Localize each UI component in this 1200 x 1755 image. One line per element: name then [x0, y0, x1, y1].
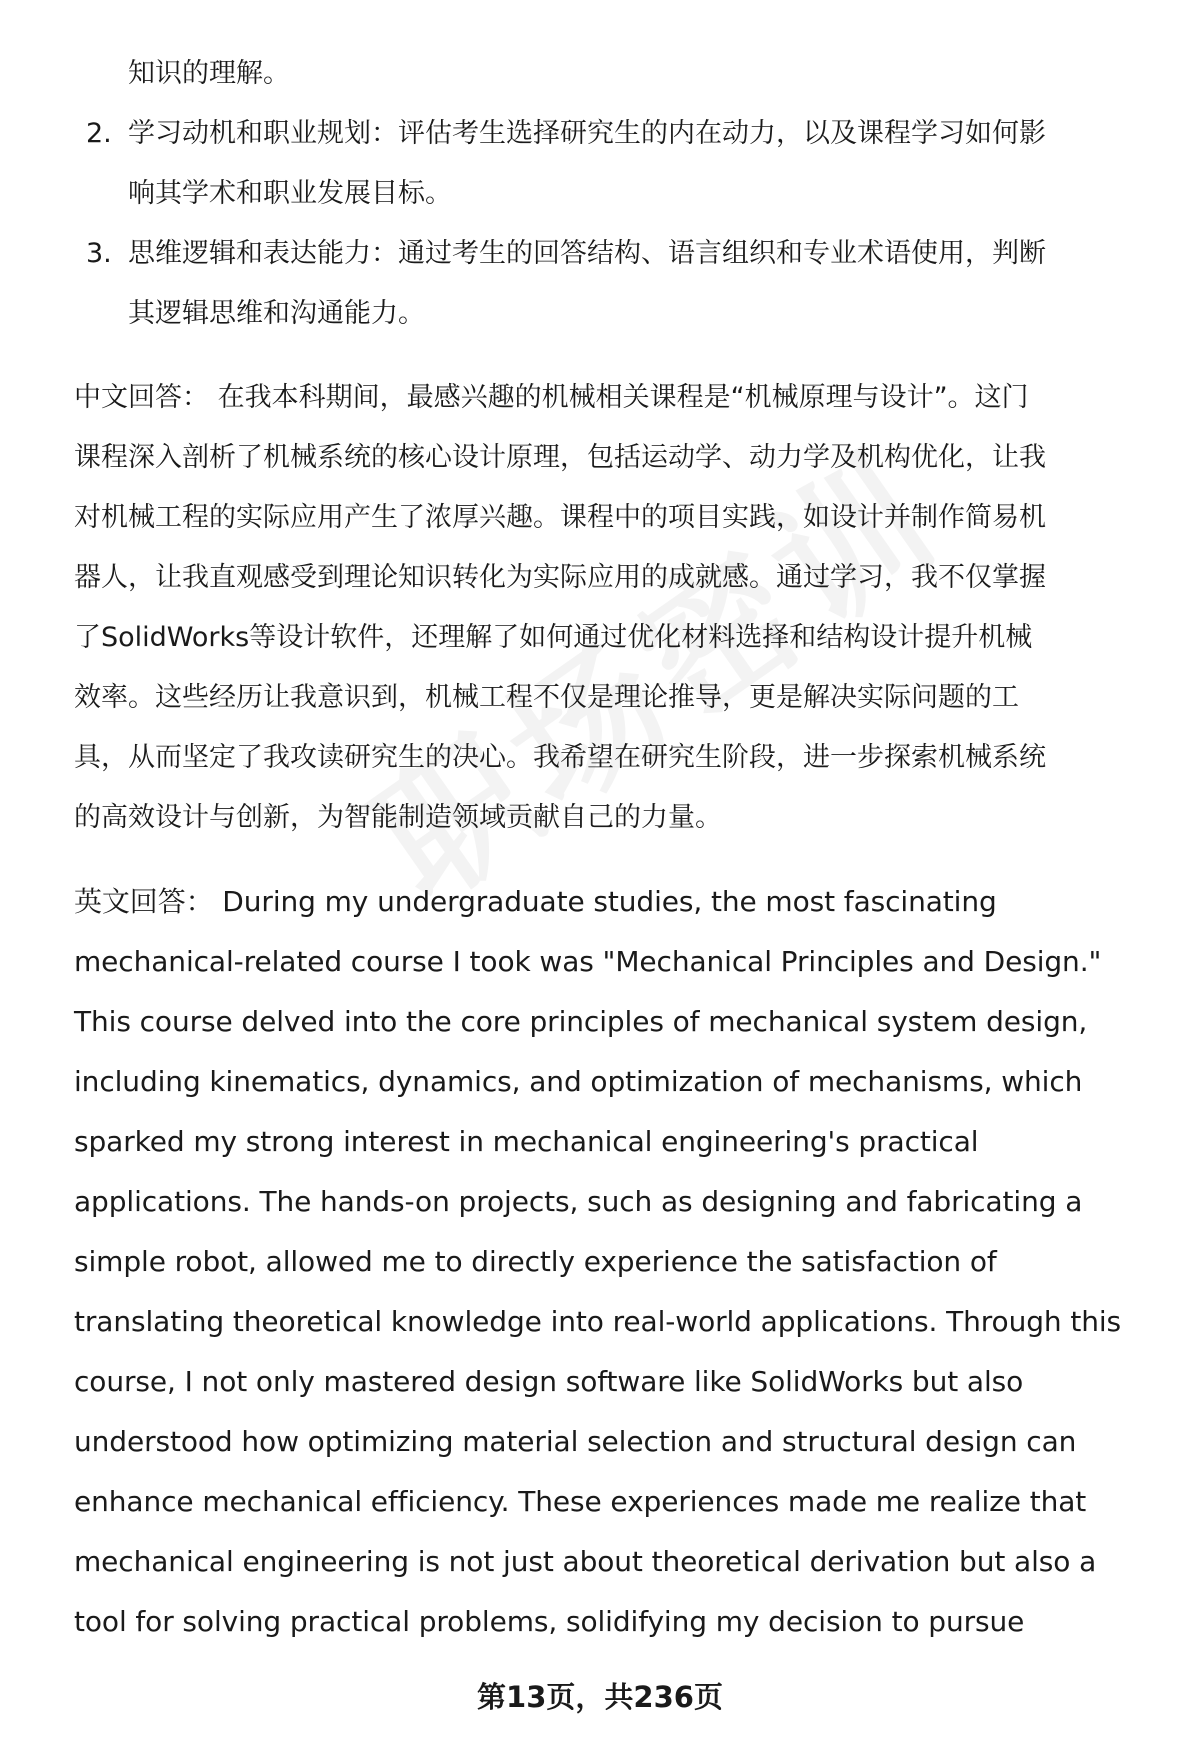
paragraph-line: 效率。这些经历让我意识到，机械工程不仅是理论推导，更是解决实际问题的工 — [74, 682, 1019, 713]
list-text: 思维逻辑和表达能力：通过考生的回答结构、语言组织和专业术语使用，判断 — [128, 238, 1046, 269]
list-number: 3. — [86, 238, 112, 269]
paragraph-line: mechanical engineering is not just about theoretical derivation but also a — [74, 1545, 1097, 1578]
paragraph-line: course, I not only mastered design software like SolidWorks but also — [74, 1365, 1024, 1398]
paragraph-line: sparked my strong interest in mechanical engineering's practical — [74, 1125, 979, 1158]
paragraph-line: 课程深入剖析了机械系统的核心设计原理，包括运动学、动力学及机构优化，让我 — [74, 442, 1046, 473]
paragraph-line: 具，从而坚定了我攻读研究生的决心。我希望在研究生阶段，进一步探索机械系统 — [74, 742, 1046, 773]
document-page — [74, 44, 1154, 1652]
paragraph-line: translating theoretical knowledge into real-world applications. Through this — [74, 1305, 1122, 1338]
paragraph-line: 英文回答： During my undergraduate studies, the most fascinating — [74, 885, 997, 918]
list-item-3 — [74, 224, 1154, 344]
list-text: 学习动机和职业规划：评估考生选择研究生的内在动力，以及课程学习如何影 — [128, 118, 1046, 149]
list-item-2 — [74, 104, 1154, 224]
paragraph-line: including kinematics, dynamics, and optimization of mechanisms, which — [74, 1065, 1083, 1098]
paragraph-line: mechanical-related course I took was "Mechanical Principles and Design." — [74, 945, 1102, 978]
chinese-answer-paragraph — [74, 368, 1154, 848]
page-indicator: 第13页，共236页 — [477, 1680, 723, 1714]
paragraph-line: This course delved into the core principles of mechanical system design, — [74, 1005, 1088, 1038]
paragraph-line: applications. The hands-on projects, such as designing and fabricating a — [74, 1185, 1083, 1218]
paragraph-line: enhance mechanical efficiency. These experiences made me realize that — [74, 1485, 1087, 1518]
list-item-1-continuation: 知识的理解。 — [128, 58, 290, 89]
paragraph-line: tool for solving practical problems, solidifying my decision to pursue — [74, 1605, 1025, 1638]
paragraph-line: 器人，让我直观感受到理论知识转化为实际应用的成就感。通过学习，我不仅掌握 — [74, 562, 1046, 593]
list-text-continuation: 其逻辑思维和沟通能力。 — [128, 298, 425, 329]
paragraph-line: 对机械工程的实际应用产生了浓厚兴趣。课程中的项目实践，如设计并制作简易机 — [74, 502, 1046, 533]
list-text-continuation: 响其学术和职业发展目标。 — [128, 178, 452, 209]
paragraph-line: simple robot, allowed me to directly experience the satisfaction of — [74, 1245, 997, 1278]
english-answer-paragraph — [74, 872, 1154, 1652]
paragraph-line: 的高效设计与创新，为智能制造领域贡献自己的力量。 — [74, 802, 722, 833]
paragraph-line: 了SolidWorks等设计软件，还理解了如何通过优化材料选择和结构设计提升机械 — [74, 622, 1033, 653]
paragraph-line: 中文回答： 在我本科期间，最感兴趣的机械相关课程是“机械原理与设计”。这门 — [74, 382, 1029, 413]
paragraph-line: understood how optimizing material selection and structural design can — [74, 1425, 1077, 1458]
list-number: 2. — [86, 118, 112, 149]
